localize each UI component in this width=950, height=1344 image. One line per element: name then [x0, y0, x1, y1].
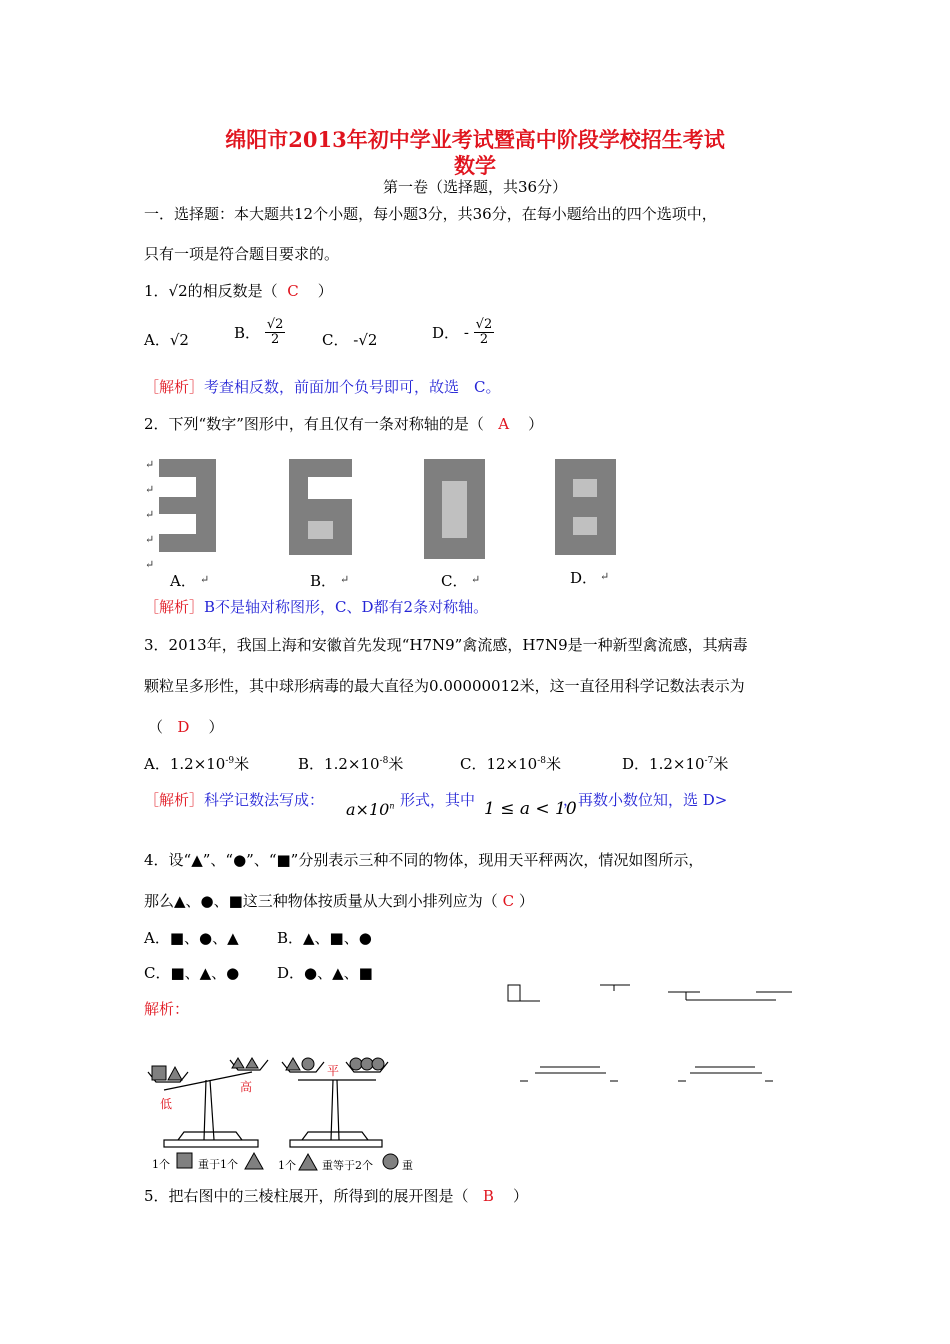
q3-formula-1	[346, 800, 394, 819]
q3-open: （	[148, 718, 164, 736]
q3-option-c-label: C．12×10	[460, 755, 538, 773]
q3-option-d-label: D．1.2×10	[622, 755, 705, 773]
q2-label-a: A．	[170, 572, 196, 590]
q2-answer: A	[498, 415, 510, 433]
q1-close: ）	[317, 282, 333, 300]
return-mark: ↵	[145, 508, 155, 521]
q3-option-c-unit: 米	[546, 755, 562, 773]
return-mark: ↵	[471, 573, 481, 586]
q1-option-b	[234, 318, 285, 347]
q5-text: 5．把右图中的三棱柱展开，所得到的展开图是（	[144, 1187, 469, 1205]
return-mark: ↵	[600, 570, 610, 583]
q3-formula-2: 1 ≤ a < 10	[484, 799, 577, 819]
digit-0-figure	[424, 459, 485, 559]
q4-line2-text: 那么▲、●、■这三种物体按质量从大到小排列应为（	[144, 892, 498, 910]
triangle-icon	[298, 1152, 320, 1172]
q1-option-d-fraction	[474, 318, 495, 347]
q3-option-d-exp: -7	[704, 756, 714, 766]
q2-label-c: C．	[441, 572, 468, 590]
q3-option-a-label: A．1.2×10	[144, 755, 226, 773]
q1-option-d	[432, 318, 494, 347]
q1-option-a-value: √2	[169, 331, 189, 349]
label-level: 平	[327, 1064, 340, 1078]
q3-option-d-unit: 米	[713, 755, 729, 773]
balance-1-caption-b: 重于1个	[198, 1158, 238, 1171]
part-heading: 第一卷（选择题，共36分）	[382, 178, 568, 196]
section-intro-line1: 一．选择题：本大题共12个小题，每小题3分，共36分，在每小题给出的四个选项中，	[144, 205, 717, 223]
q1-option-d-numerator: √2	[475, 317, 493, 332]
return-mark: ↵	[200, 573, 210, 586]
q1-analysis-text: 考查相反数，前面加个负号即可，故选 C。	[204, 378, 501, 396]
q3-line2: 颗粒呈多形性，其中球形病毒的最大直径为0.00000012米，这一直径用科学记数法表示为	[144, 677, 745, 695]
q3-option-d	[622, 753, 728, 774]
return-mark: ↵	[340, 573, 350, 586]
q2-analysis	[144, 596, 488, 617]
section-intro-line2: 只有一项是符合题目要求的。	[144, 245, 340, 263]
q1-option-a-label: A．	[144, 331, 170, 349]
q4-line2	[144, 890, 534, 911]
digit-6-figure	[289, 459, 352, 555]
q1-sqrt: √2	[168, 282, 188, 300]
q1-analysis-label: ［解析］	[144, 378, 205, 396]
q1-option-a	[144, 329, 189, 350]
q3-analysis	[144, 789, 324, 810]
q2-close: ）	[528, 415, 544, 433]
return-mark: ↵	[145, 558, 155, 571]
q3-formula-1-base: a×10	[346, 800, 390, 819]
q1-option-d-neg: -	[463, 323, 469, 342]
doc-subtitle: 数学	[454, 153, 496, 178]
q3-option-c	[460, 753, 561, 774]
q1-option-c-value: -√2	[353, 331, 378, 349]
return-mark: ↵	[145, 458, 155, 471]
q3-option-b-exp: -8	[379, 756, 389, 766]
doc-title: 绵阳市2013年初中学业考试暨高中阶段学校招生考试	[225, 127, 725, 152]
q3-option-b-label: B．1.2×10	[298, 755, 380, 773]
q2-analysis-text: B不是轴对称图形，C、D都有2条对称轴。	[204, 598, 489, 616]
q4-option-b: B．▲、■、●	[277, 929, 372, 947]
q4-option-c: C．■、▲、●	[144, 964, 240, 982]
square-icon	[176, 1152, 194, 1170]
balance-1-caption-a: 1个	[152, 1158, 170, 1171]
q3-analysis-text-c: ，再数小数位知，选 D>	[563, 791, 728, 809]
q1-option-b-numerator: √2	[266, 317, 284, 332]
scattered-shape-fragments	[500, 975, 800, 1095]
q1-answer: C	[287, 282, 299, 300]
digit-3-figure	[159, 459, 216, 552]
q5-answer: B	[482, 1187, 494, 1205]
label-high: 高	[240, 1080, 253, 1094]
q3-option-b-unit: 米	[388, 755, 404, 773]
q1-option-d-denominator: 2	[479, 332, 489, 347]
q1-number: 1．	[144, 282, 169, 300]
q3-close: ）	[208, 718, 224, 736]
q2-label-d: D．	[570, 569, 598, 587]
q3-formula-1-exp: n	[389, 801, 395, 811]
q1-option-b-denominator: 2	[270, 332, 280, 347]
question-2	[144, 413, 543, 434]
q2-analysis-label: ［解析］	[144, 598, 205, 616]
q4-option-d: D．●、▲、■	[277, 964, 373, 982]
question-5	[144, 1185, 528, 1206]
digit-8-figure	[555, 459, 616, 555]
q1-option-c-label: C．	[322, 331, 349, 349]
triangle-icon	[244, 1151, 266, 1171]
balance-2-caption-a: 1个	[278, 1159, 296, 1172]
q5-close: ）	[512, 1187, 528, 1205]
circle-icon	[382, 1153, 400, 1171]
balance-2-caption-b: 重等于2个	[322, 1159, 373, 1172]
q3-option-a-exp: -9	[225, 756, 235, 766]
q3-option-b	[298, 753, 403, 774]
return-mark: ↵	[145, 483, 155, 496]
q1-option-b-label: B．	[234, 324, 261, 342]
q3-analysis-text-a: 科学记数法写成：	[204, 791, 325, 809]
q4-option-a: A．■、●、▲	[144, 929, 239, 947]
q3-option-a	[144, 753, 249, 774]
balance-2-caption-c: 重	[402, 1159, 413, 1172]
q1-text: 的相反数是（	[187, 282, 278, 300]
q1-analysis	[144, 376, 501, 397]
label-low: 低	[160, 1097, 173, 1111]
q1-option-b-fraction	[265, 318, 286, 347]
q3-option-c-exp: -8	[537, 756, 547, 766]
q3-answer: D	[177, 718, 190, 736]
q3-answer-line	[148, 716, 223, 737]
q2-text: 2．下列“数字”图形中，有且仅有一条对称轴的是（	[144, 415, 484, 433]
q3-option-a-unit: 米	[234, 755, 250, 773]
q2-label-b: B．	[310, 572, 337, 590]
q1-option-d-label: D．	[432, 324, 460, 342]
q3-analysis-text-b: 形式，其中	[400, 791, 476, 809]
q1-option-c	[322, 329, 377, 350]
q3-analysis-label: ［解析］	[144, 791, 205, 809]
q3-line1: 3．2013年，我国上海和安徽首先发现“H7N9”禽流感，H7N9是一种新型禽流感，其病毒	[144, 636, 748, 654]
return-mark: ↵	[145, 533, 155, 546]
q4-line2-close: ）	[518, 892, 534, 910]
question-1	[144, 280, 333, 301]
q4-answer: C	[502, 892, 515, 910]
q4-analysis-label: 解析：	[144, 1000, 190, 1018]
q4-line1: 4．设“▲”、“●”、“■”分别表示三种不同的物体，现用天平秤两次，情况如图所示，	[144, 851, 704, 869]
